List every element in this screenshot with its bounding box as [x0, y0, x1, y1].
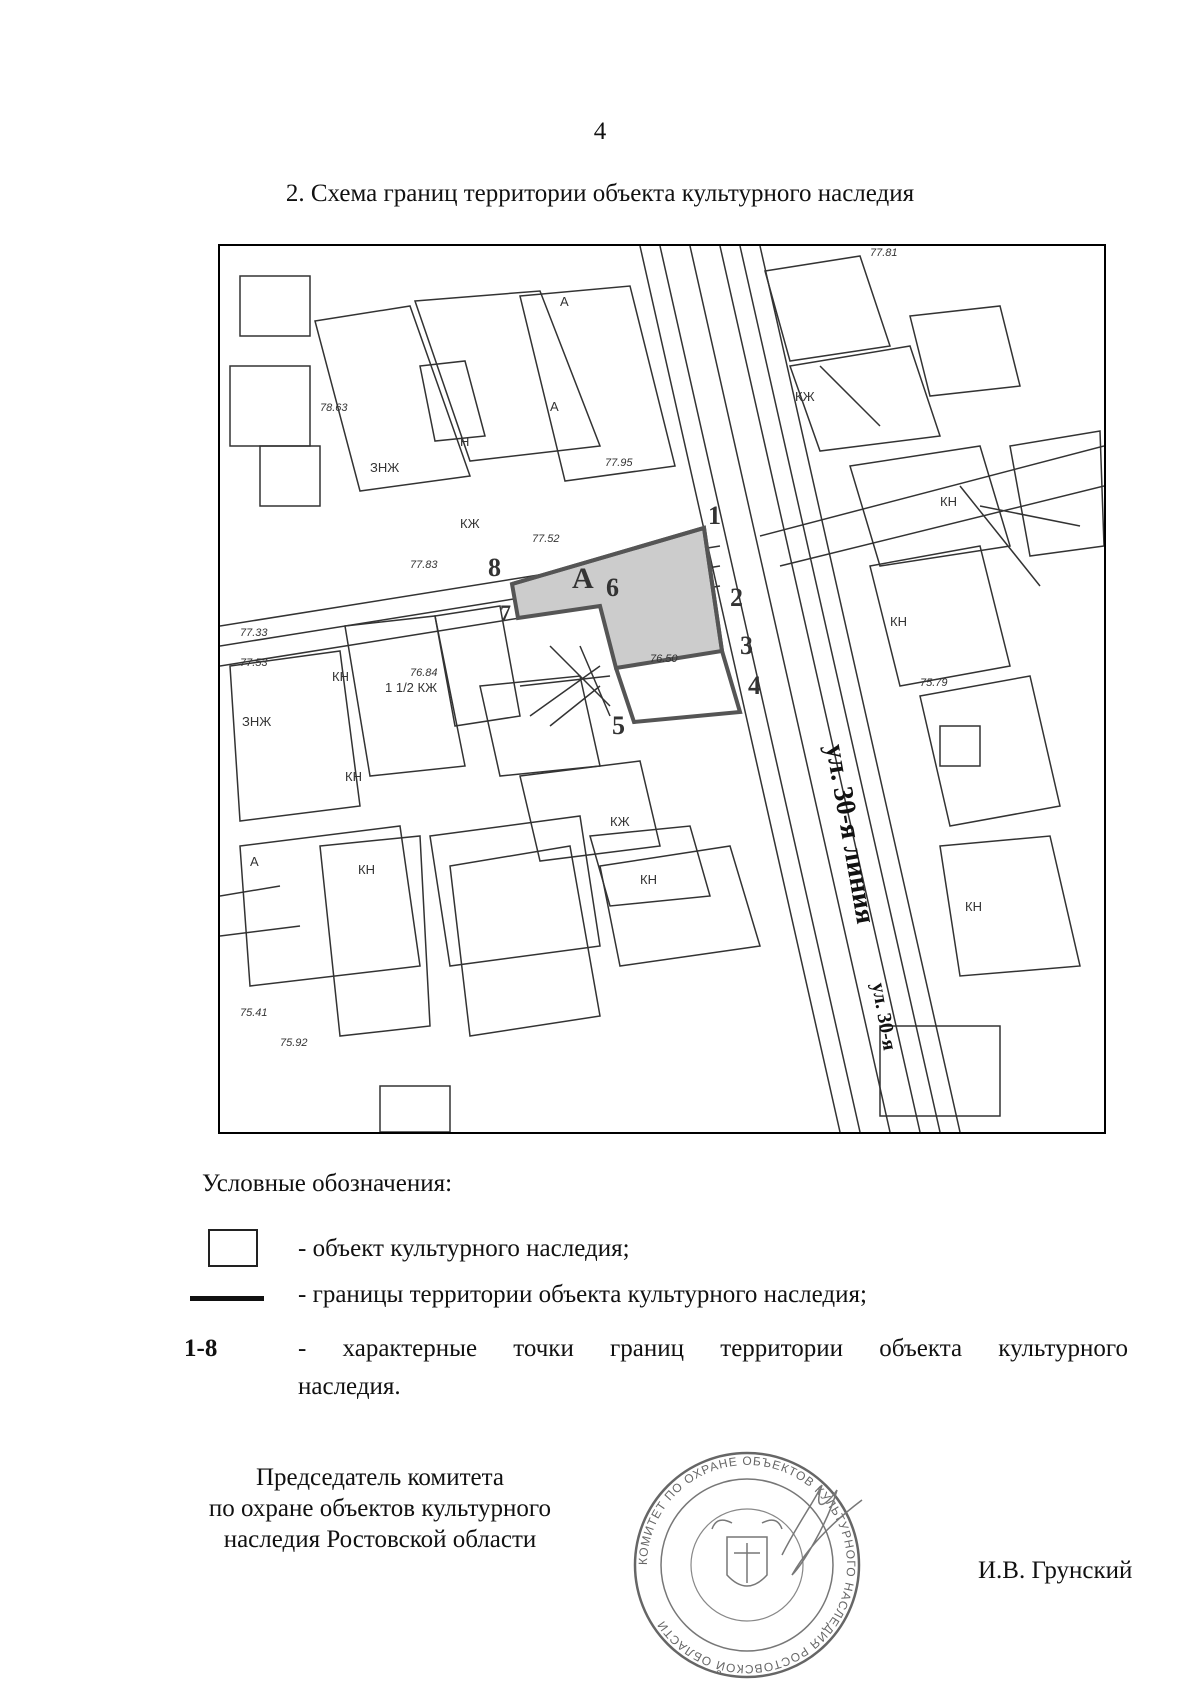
- svg-text:КН: КН: [890, 614, 907, 629]
- legend-text-points-line2: наследия.: [298, 1373, 401, 1400]
- svg-text:А: А: [550, 399, 559, 414]
- signer-name: И.В. Грунский: [978, 1557, 1133, 1584]
- svg-text:77.81: 77.81: [870, 247, 898, 259]
- svg-text:ЗНЖ: ЗНЖ: [242, 714, 272, 729]
- svg-text:76.50: 76.50: [650, 653, 678, 665]
- svg-text:75.92: 75.92: [280, 1037, 308, 1049]
- page-title: 2. Схема границ территории объекта культурного наследия: [285, 180, 915, 207]
- svg-text:КН: КН: [640, 872, 657, 887]
- svg-text:А: А: [250, 854, 259, 869]
- point-5: 5: [612, 711, 625, 740]
- svg-text:КЖ: КЖ: [460, 516, 480, 531]
- point-1: 1: [708, 501, 721, 530]
- point-4: 4: [748, 671, 761, 700]
- street-label-main: ул. 30-я линия: [819, 741, 882, 927]
- svg-text:ЗНЖ: ЗНЖ: [370, 460, 400, 475]
- elevation-marks: [240, 247, 948, 1049]
- legend-text-object: - объект культурного наследия;: [298, 1235, 630, 1262]
- svg-text:Н: Н: [460, 434, 470, 449]
- map-drawing: [220, 246, 1104, 1132]
- svg-text:КЖ: КЖ: [795, 389, 815, 404]
- svg-text:А: А: [560, 294, 569, 309]
- legend-box-symbol: [208, 1229, 258, 1267]
- seal-ring-text: КОМИТЕТ ПО ОХРАНЕ ОБЪЕКТОВ КУЛЬТУРНОГО НАСЛЕДИЯ РОСТОВСКОЙ ОБЛАСТИ: [635, 1453, 859, 1677]
- page-number: 4: [593, 118, 607, 145]
- point-8: 8: [488, 553, 501, 582]
- legend-line-symbol: [190, 1296, 264, 1301]
- point-7: 7: [500, 600, 511, 625]
- svg-text:75.41: 75.41: [240, 1007, 268, 1019]
- legend-points-symbol: 1-8: [184, 1335, 218, 1362]
- map-linework: [220, 246, 1104, 1132]
- svg-text:1 1/2 КЖ: 1 1/2 КЖ: [385, 680, 438, 695]
- point-6: 6: [606, 573, 619, 602]
- point-2: 2: [730, 583, 743, 612]
- legend-text-boundary: - границы территории объекта культурного наследия;: [298, 1281, 867, 1308]
- svg-text:КН: КН: [345, 769, 362, 784]
- svg-text:77.95: 77.95: [605, 457, 633, 469]
- svg-text:76.84: 76.84: [410, 667, 438, 679]
- object-letter: А: [572, 562, 594, 595]
- svg-text:77.33: 77.33: [240, 627, 268, 639]
- svg-text:78.63: 78.63: [320, 402, 348, 414]
- legend-title: Условные обозначения:: [202, 1170, 453, 1197]
- coat-of-arms-icon: [712, 1520, 782, 1586]
- svg-text:КН: КН: [358, 862, 375, 877]
- svg-text:77.52: 77.52: [532, 533, 560, 545]
- legend-text-points-line1: - характерные точки границ территории объекта культурного: [298, 1335, 1128, 1362]
- point-3: 3: [740, 631, 753, 660]
- svg-text:КН: КН: [332, 669, 349, 684]
- svg-text:75.79: 75.79: [920, 677, 948, 689]
- svg-text:КЖ: КЖ: [610, 814, 630, 829]
- street-label-small: ул. 30-я: [867, 981, 901, 1053]
- svg-text:КН: КН: [940, 494, 957, 509]
- legend-item-points: [184, 1330, 1128, 1410]
- svg-text:КН: КН: [965, 899, 982, 914]
- svg-text:77.83: 77.83: [410, 559, 438, 571]
- signatory-position: Председатель комитета по охране объектов культурного наследия Ростовской области: [208, 1464, 552, 1553]
- svg-text:77.53: 77.53: [240, 657, 268, 669]
- cadastral-map: [218, 244, 1106, 1134]
- official-seal: [612, 1445, 882, 1685]
